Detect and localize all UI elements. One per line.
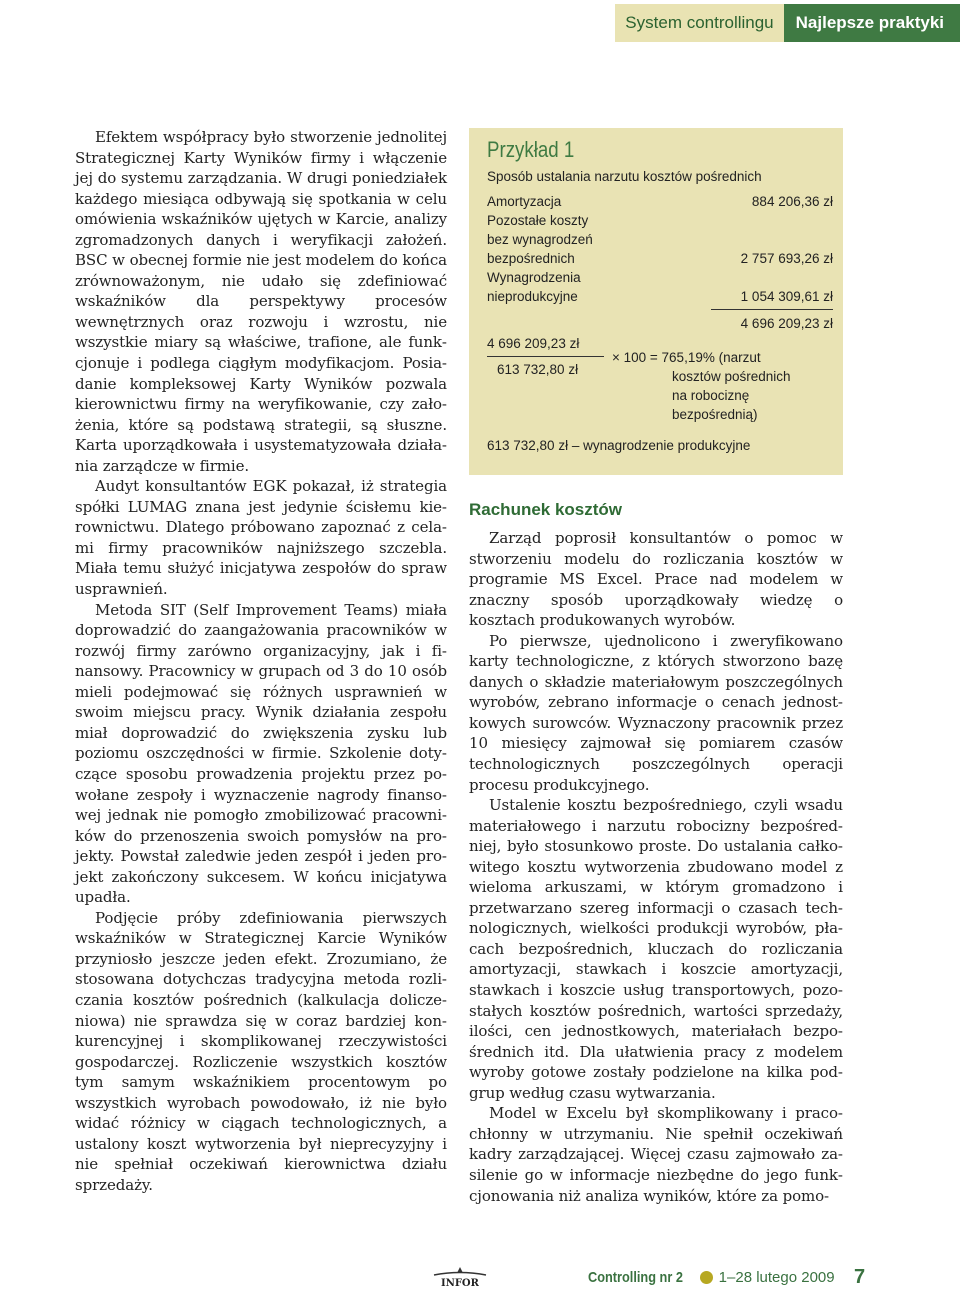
example-footnote: 613 732,80 zł – wynagrodzenie produkcyjne [487,438,751,453]
example-subtitle: Sposób ustalania narzutu kosztów pośrednich [487,169,762,184]
page-header [615,4,960,42]
paragraph: Podjęcie próby zdefiniowania pierwszych wskaźników w Strategicznej Karcie Wyników przyniosło jeszcze jeden efekt. Zrozumiano, że stosowana dotychczas tradycyjna metoda rozliczania kosztów pośrednich (kalkulacja doliczeniowa) nie sprawdza się w coraz bardziej konkurencyjnej i skomplikowanej rzeczywistości gospodarczej. Rozliczenie wszystkich kosztów tym samym wskaźnikiem procentowym po wszystkich wyrobach powodowało, iż nie było widać różnicy w ciągach technologicznych, a ustalony koszt wytworzenia był nieprecyzyjny i nie spełniał oczekiwań kierownictwa działu sprzedaży. [75,908,447,1194]
issue-date: 1–28 lutego 2009 [718,1269,835,1286]
pozostale-label-2: bez wynagrodzeń [487,232,593,247]
section-tab: System controllingu [615,4,783,42]
footer-info [588,1269,835,1286]
result-line-3: na robociznę [672,388,750,403]
sum-rule [711,309,833,310]
result-line-1: × 100 = 765,19% (narzut [612,350,761,365]
wynagrodzenia-label-1: Wynagrodzenia [487,270,581,285]
paragraph: Metoda SIT (Self Improvement Teams) miała doprowadzić do zaangażowania pracowników w rozwój firmy zarówno organizacyjny, jak i finansowy. Pracownicy w grupach od 3 do 10 osób mieli podejmować się różnych usprawnień w swoim miejscu pracy. Wynik działania zespołu miał doprowadzić do zwiększenia zysku lub poziomu oszczędności w firmie. Szkolenie dotyczące sposobu prowadzenia projektu przez powołane zespoły i wyznaczenie nagrody finansowej jednak nie pomogło zmobilizować pracowników do przenoszenia swoich pomysłów na projekty. Powstał zaledwie jeden zespół i jeden projekt zakończony sukcesem. W końcu inicjatywa upadła. [75,600,447,907]
pozostale-label-3: bezpośrednich [487,251,575,266]
wynagrodzenia-value: 1 054 309,61 zł [740,289,833,304]
separator-dot [700,1271,713,1284]
page-number: 7 [854,1266,866,1288]
paragraph: Audyt konsultantów EGK pokazał, iż strategia spółki LUMAG znana jest jedynie ścisłemu kierownictwu. Dlatego próbowano zapoznać z celami firmy pracowników najniższego szczebla. Miała temu służyć inicjatywa zespołów do spraw usprawnień. [75,477,447,599]
section-heading: Rachunek kosztów [469,500,623,519]
example-title: Przykład 1 [487,137,575,162]
right-column [469,528,843,1206]
fraction-line [487,356,604,357]
left-column [75,127,447,1195]
result-line-4: bezpośrednią) [672,407,758,422]
pozostale-label-1: Pozostałe koszty [487,213,589,228]
example-box [469,128,843,475]
amortyzacja-label: Amortyzacja [487,194,562,209]
pozostale-value: 2 757 693,26 zł [740,251,833,266]
fraction-numerator: 4 696 209,23 zł [487,336,580,351]
magazine-name: Controlling nr 2 [588,1269,683,1286]
paragraph: Ustalenie kosztu bezpośredniego, czyli wsadu materiałowego i narzutu robocizny bezpośredniej, było stosunkowo proste. Do ustalania całkowitego kosztu wytworzenia zbudowano model z wieloma arkuszami, w którym gromadzono i przetwarzano szereg informacji o czasach technologicznych, wielkości produkcji wyrobów, płacach bezpośrednich, kluczach do rozliczania amortyzacji, stawkach i koszcie amortyzacji, stawkach i koszcie usług transportowych, pozostałych kosztów pośrednich, wartości sprzedaży, ilości, cen jednostkowych, materiałach bezpośrednich itd. Dla ułatwienia pracy z modelem wyroby gotowe zostały podzielone na kilka podgrup według czasu wytwarzania. [469,796,843,1102]
category-tab: Najlepsze praktyki [784,4,960,42]
wynagrodzenia-label-2: nieprodukcyjne [487,289,578,304]
paragraph: Po pierwsze, ujednolicono i zweryfikowano karty technologiczne, z których stworzono bazę danych o składzie materiałowym poszczególnych wyrobów, zebrano informacje o cenach jednostkowych surowców. Wyznaczony pracownik przez 10 miesięcy zajmował się pomiarem czasów technologicznych poszczególnych operacji procesu produkcyjnego. [469,631,843,794]
amortyzacja-value: 884 206,36 zł [751,194,833,209]
infor-logo [430,1266,490,1288]
fraction-denominator: 613 732,80 zł [497,362,579,377]
paragraph: Efektem współpracy było stworzenie jednolitej Strategicznej Karty Wyników firmy i włączenie jej do systemu zarządzania. W drugi poniedziałek każdego miesiąca odbywają się spotkania w celu omówienia wskaźników ujętych w Karcie, analizy zgromadzonych danych i weryfikacji założeń. BSC w obecnej formie nie jest modelem do końca zrównoważonym, nie udało się zdefiniować wskaźników dla perspektywy procesów wewnętrznych oraz rozwoju i wzrostu, nie wszystkie miary są właściwe, trafione, ale funkcjonuje i podlega ciągłym modyfikacjom. Posiadanie kompleksowej Karty Wyników pozwala kierownictwu firmy na weryfikowanie, czy założenia, które są podstawą strategii, są słuszne. Karta uporządkowała i usystematyzowała działania zarządcze w firmie. [75,128,447,475]
paragraph: Model w Excelu był skomplikowany i pracochłonny w utrzymaniu. Nie spełnił oczekiwań kadry zarządzającej. Więcej czasu zajmowało zasilenie go w informacje niezbędne do jego funkcjonowania niż analiza wyników, które za pomo- [469,1104,843,1205]
logo-text: INFOR [441,1278,479,1288]
paragraph: Zarząd poprosił konsultantów o pomoc w stworzeniu modelu do rozliczania kosztów w programie MS Excel. Prace nad modelem w znaczny sposób uporządkowały wiedzę o kosztach produkowanych wyrobów. [469,529,843,630]
result-line-2: kosztów pośrednich [672,369,791,384]
sum-value: 4 696 209,23 zł [740,316,833,331]
